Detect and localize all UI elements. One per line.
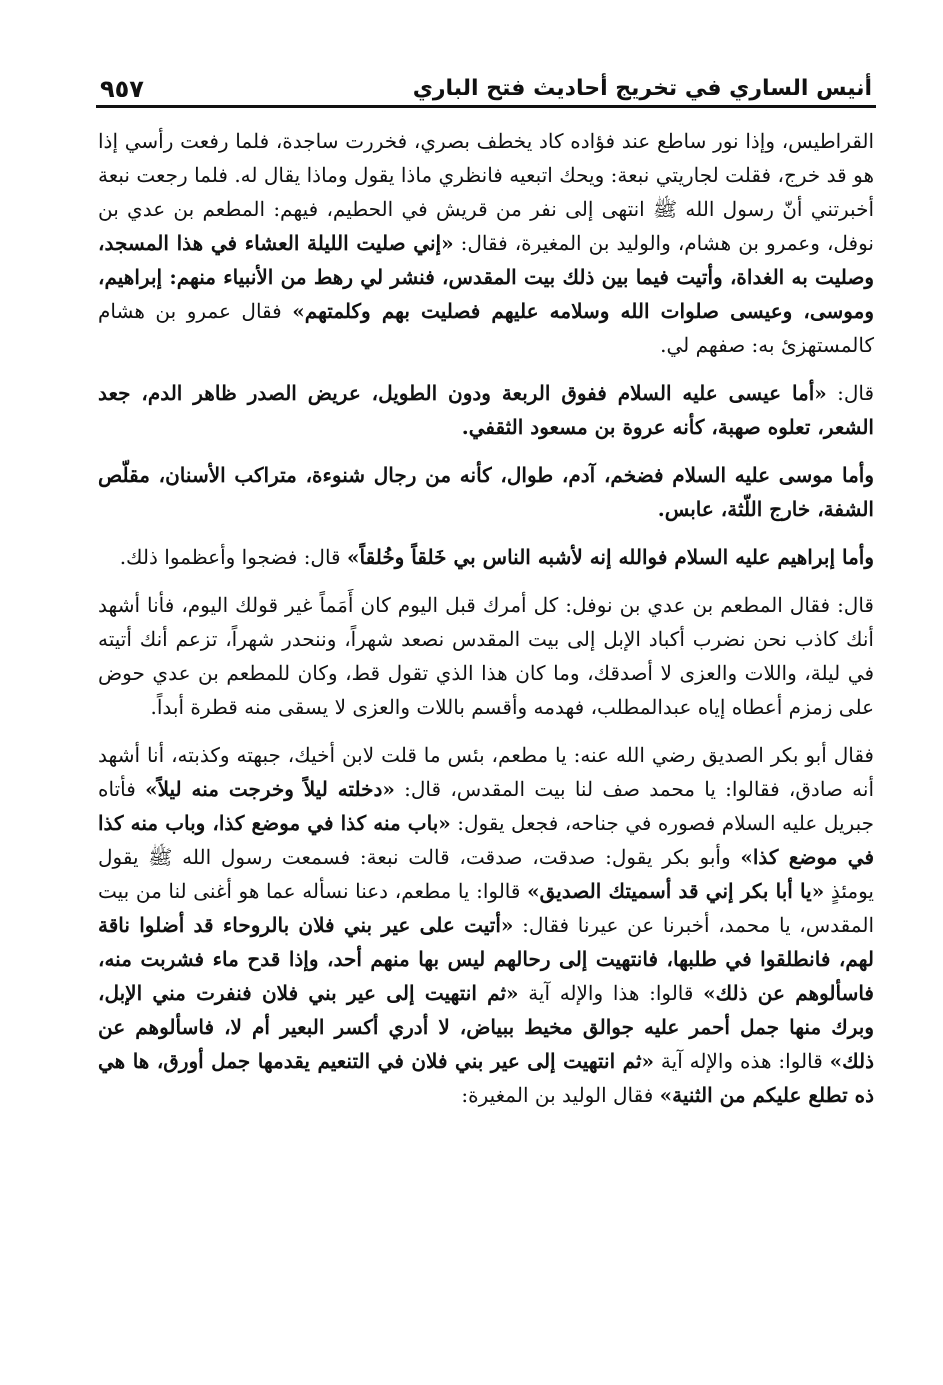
paragraph-text: فقال الوليد بن المغيرة: xyxy=(461,1083,660,1107)
paragraph-text: قالوا: هذه والإله آية xyxy=(654,1049,830,1073)
bold-quote-text: «ثم انتهيت إلى عير بني فلان في التنعيم يقدمها جمل أورق، ها هي ذه تطلع عليكم من الثنية» xyxy=(98,1049,874,1107)
paragraph-text: وأبو بكر يقول: صدقت، صدقت، قالت نبعة: فسمعت رسول الله ﷺ يقول يومئذٍ xyxy=(98,845,874,903)
paragraph xyxy=(98,458,874,526)
bold-quote-text: «يا أبا بكر إني قد أسميتك الصديق» xyxy=(527,879,825,903)
bold-quote-text: وأما إبراهيم عليه السلام فوالله إنه لأشبه الناس بي خَلقاً وخُلقاً» xyxy=(346,545,874,569)
bold-quote-text: «دخلته ليلاً وخرجت منه ليلاً» xyxy=(145,777,395,801)
paragraph-text: فقال أبو بكر الصديق رضي الله عنه: يا مطعم، بئس ما قلت لابن أخيك، جبهته وكذبته، أنا أشهد أنه صادق، فقالوا: يا محمد صف لنا بيت المقدس، قال: xyxy=(98,743,875,801)
header-rule xyxy=(96,105,876,108)
paragraph-text: قال: فضجوا وأعظموا ذلك. xyxy=(119,545,347,569)
bold-quote-text: «باب منه كذا في موضع كذا، وباب منه كذا في موضع كذا» xyxy=(98,811,875,869)
paragraph-text: فأتاه جبريل عليه السلام فصوره في جناحه، فجعل يقول: xyxy=(98,777,874,835)
paragraph-text: قالوا: يا مطعم، دعنا نسأله عما هو أغنى لنا من بيت المقدس، يا محمد، أخبرنا عن عيرنا فقال: xyxy=(98,879,875,937)
paragraph-text: فقال عمرو بن هشام كالمستهزئ به: صفهم لي. xyxy=(98,299,874,357)
bold-quote-text: وأما موسى عليه السلام فضخم، آدم، طوال، كأنه من رجال شنوءة، متراكب الأسنان، مقلّص الشفة، خارج اللّثة، عابس. xyxy=(98,463,874,521)
running-title: أنيس الساري في تخريج أحاديث فتح الباري xyxy=(412,76,872,101)
paragraph xyxy=(98,540,874,574)
paragraph-text: قال: xyxy=(826,381,875,405)
bold-quote-text: «ثم انتهيت إلى عير بني فلان فنفرت مني الإبل، وبرك منها جمل أحمر عليه جوالق مخيط ببياض، لا أدري أكسر البعير أم لا، فاسألوهم عن ذلك» xyxy=(98,981,875,1073)
paragraph xyxy=(98,376,874,444)
bold-quote-text: «إني صليت الليلة العشاء في هذا المسجد، وصليت به الغداة، وأتيت فيما بين ذلك بيت المقدس، فنشر لي رهط من الأنبياء منهم: إبراهيم، وموسى، وعيسى صلوات الله وسلامه عليهم فصليت بهم وكلمتهم» xyxy=(98,231,874,323)
paragraph-text: قال: فقال المطعم بن عدي بن نوفل: كل أمرك قبل اليوم كان أَمَماً غير قولك اليوم، فأنا أشهد أنك كاذب نحن نضرب أكباد الإبل إلى بيت المقدس نصعد شهراً، وننحدر شهراً، تزعم أنك أتيته في ليلة، واللات والعزى لا أصدقك، وما كان هذا الذي تقول قط، وكان للمطعم بن عدي حوض على زمزم أعطاه إياه عبدالمطلب، فهدمه وأقسم باللات والعزى لا يسقى منه قطرة أبداً. xyxy=(98,593,874,719)
page-number: ٩٥٧ xyxy=(100,75,144,103)
paragraph xyxy=(98,124,874,362)
bold-quote-text: «أتيت على عير بني فلان بالروحاء قد أضلوا ناقة لهم، فانطلقوا في طلبها، فانتهيت إلى رحالهم ليس بها منهم أحد، وإذا قدح ماء فشربت منه، فاسألوهم عن ذلك» xyxy=(98,913,874,1005)
page-header xyxy=(100,62,872,104)
paragraph-text: قالوا: هذا والإله آية xyxy=(518,981,704,1005)
paragraph xyxy=(98,588,874,724)
paragraph xyxy=(98,738,874,1112)
body-text xyxy=(98,124,874,1126)
paragraph-text: القراطيس، وإذا نور ساطع عند فؤاده كاد يخطف بصري، فخررت ساجدة، فلما رفعت رأسي إذا هو قد خرج، فقلت لجاريتي نبعة: ويحك اتبعيه فانظري ماذا يقول وماذا يقال له. فلما رجعت نبعة أخبرتني أنّ رسول الله ﷺ انتهى إلى نفر من قريش في الحطيم، فيهم: المطعم بن عدي بن نوفل، وعمرو بن هشام، والوليد بن المغيرة، فقال: xyxy=(98,129,875,255)
bold-quote-text: «أما عيسى عليه السلام ففوق الربعة ودون الطويل، عريض الصدر ظاهر الدم، جعد الشعر، تعلوه صهبة، كأنه عروة بن مسعود الثقفي. xyxy=(98,381,874,439)
